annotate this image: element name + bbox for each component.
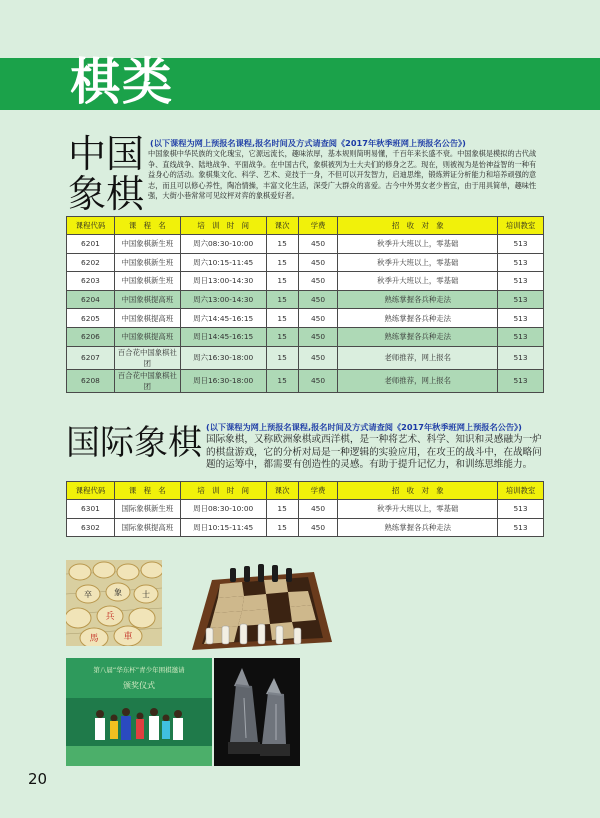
cell-target: 熟练掌握各兵种走法 [338, 290, 498, 309]
cell-fee: 450 [298, 500, 338, 519]
cell-code: 6302 [67, 518, 115, 537]
cell-time: 周六13:00-14:30 [180, 290, 266, 309]
chess-course-table [66, 481, 544, 537]
cell-code: 6206 [67, 327, 115, 346]
cell-time: 周日14:45-16:15 [180, 327, 266, 346]
table-row [67, 500, 544, 519]
chess-board-photo [182, 562, 338, 658]
cell-course: 中国象棋提高班 [114, 290, 180, 309]
header-room: 培训教室 [498, 217, 544, 235]
cell-code: 6207 [67, 346, 115, 369]
cell-sessions: 15 [266, 327, 298, 346]
cell-code: 6208 [67, 369, 115, 392]
page-title: 棋类 [70, 53, 174, 111]
cell-code: 6301 [67, 500, 115, 519]
cell-room: 513 [498, 518, 544, 537]
cell-course: 中国象棋提高班 [114, 309, 180, 328]
cell-room: 513 [498, 309, 544, 328]
cell-room: 513 [498, 346, 544, 369]
cell-target: 老师推荐，网上报名 [338, 346, 498, 369]
cell-sessions: 15 [266, 235, 298, 254]
cell-course: 中国象棋提高班 [114, 327, 180, 346]
table-row [67, 272, 544, 291]
table-row [67, 518, 544, 537]
cell-code: 6201 [67, 235, 115, 254]
table-row [67, 327, 544, 346]
cell-course: 中国象棋新生班 [114, 272, 180, 291]
cell-course: 中国象棋新生班 [114, 253, 180, 272]
table-row [67, 253, 544, 272]
cell-fee: 450 [298, 518, 338, 537]
svg-text:卒: 卒 [84, 590, 92, 599]
cell-time: 周六08:30-10:00 [180, 235, 266, 254]
page-number: 20 [28, 770, 48, 788]
cell-time: 周日10:15-11:45 [180, 518, 266, 537]
header-sessions: 课次 [266, 482, 298, 500]
cell-course: 国际象棋提高班 [114, 518, 180, 537]
table-header-row [67, 482, 544, 500]
award-ceremony-photo [66, 658, 212, 766]
cell-target: 老师推荐，网上报名 [338, 369, 498, 392]
cell-target: 熟练掌握各兵种走法 [338, 327, 498, 346]
cell-code: 6205 [67, 309, 115, 328]
cell-room: 513 [498, 500, 544, 519]
cell-course: 百合花中国象棋社团 [114, 369, 180, 392]
svg-text:士: 士 [142, 590, 150, 599]
cell-course: 中国象棋新生班 [114, 235, 180, 254]
chess-title: 国际象棋 [66, 423, 202, 463]
table-row [67, 309, 544, 328]
cell-time: 周日08:30-10:00 [180, 500, 266, 519]
header-target: 招 收 对 象 [338, 217, 498, 235]
cell-time: 周日13:00-14:30 [180, 272, 266, 291]
table-row [67, 290, 544, 309]
trophy-photo [214, 658, 300, 766]
xiangqi-title: 中国象棋 [68, 132, 145, 216]
header-course: 课 程 名 [114, 482, 180, 500]
cell-room: 513 [498, 290, 544, 309]
cell-sessions: 15 [266, 272, 298, 291]
cell-sessions: 15 [266, 369, 298, 392]
cell-code: 6202 [67, 253, 115, 272]
cell-room: 513 [498, 327, 544, 346]
cell-fee: 450 [298, 327, 338, 346]
xiangqi-pieces-photo [66, 560, 162, 646]
cell-target: 熟练掌握各兵种走法 [338, 309, 498, 328]
award-banner-text-2: 颁奖仪式 [123, 681, 155, 690]
header-code: 课程代码 [67, 482, 115, 500]
cell-sessions: 15 [266, 500, 298, 519]
header-fee: 学费 [298, 482, 338, 500]
chess-notice: (以下课程为网上预报名课程,报名时间及方式请查阅《2017年秋季班网上预报名公告》) [206, 422, 522, 432]
cell-fee: 450 [298, 369, 338, 392]
cell-fee: 450 [298, 235, 338, 254]
cell-target: 秋季升大班以上，零基础 [338, 253, 498, 272]
xiangqi-notice: (以下课程为网上预报名课程,报名时间及方式请查阅《2017年秋季班网上预报名公告》) [150, 138, 466, 148]
cell-room: 513 [498, 253, 544, 272]
cell-fee: 450 [298, 272, 338, 291]
table-header-row [67, 217, 544, 235]
header-time: 培 训 时 间 [180, 482, 266, 500]
header-course: 课 程 名 [114, 217, 180, 235]
table-row [67, 235, 544, 254]
cell-code: 6203 [67, 272, 115, 291]
cell-sessions: 15 [266, 518, 298, 537]
cell-sessions: 15 [266, 346, 298, 369]
svg-text:兵: 兵 [105, 612, 115, 622]
chess-description: 国际象棋，又称欧洲象棋或西洋棋，是一种将艺术、科学、知识和灵感融为一炉的棋盘游戏，它的分析对局是一种逻辑的实验应用，在攻王的战斗中，在战略问题的运筹中，都需要有创造性的灵感。有助于提升记忆力，和训练思维能力。 [206, 434, 542, 471]
cell-time: 周六14:45-16:15 [180, 309, 266, 328]
cell-fee: 450 [298, 290, 338, 309]
cell-target: 秋季升大班以上，零基础 [338, 272, 498, 291]
table-row [67, 369, 544, 392]
cell-fee: 450 [298, 309, 338, 328]
cell-target: 秋季升大班以上，零基础 [338, 500, 498, 519]
cell-course: 国际象棋新生班 [114, 500, 180, 519]
cell-course: 百合花中国象棋社团 [114, 346, 180, 369]
cell-target: 熟练掌握各兵种走法 [338, 518, 498, 537]
cell-sessions: 15 [266, 309, 298, 328]
cell-sessions: 15 [266, 290, 298, 309]
cell-time: 周六16:30-18:00 [180, 346, 266, 369]
award-banner-text-1: 第八届“华东杯”青少年围棋邀请 [93, 666, 185, 674]
xiangqi-description: 中国象棋中华民族的文化瑰宝，它源远流长，趣味浓厚，基本规则简明易懂，千百年来长盛不衰。中国象棋是模拟的古代战争、直线战争、陆地战争、平面战争。在中国古代，象棋被列为士大夫们的修身之艺。现在，则被视为是怡神益智的一种有益身心的活动。象棋集文化、科学、艺术、竞技于一身，不但可以开发智力，启迪思维，锻炼辨证分析能力和培养顽强的意志，而且可以修心养性，陶冶情操，丰富文化生活，深受广大群众的喜爱。古今中外男女老少皆宜，由于用具简单，趣味性强，大街小巷常常可见纹枰对弈的象棋爱好者。 [148, 149, 537, 201]
table-row [67, 346, 544, 369]
svg-text:象: 象 [114, 588, 122, 597]
cell-sessions: 15 [266, 253, 298, 272]
cell-time: 周六10:15-11:45 [180, 253, 266, 272]
cell-room: 513 [498, 235, 544, 254]
cell-room: 513 [498, 272, 544, 291]
svg-text:車: 車 [123, 632, 133, 642]
header-room: 培训教室 [498, 482, 544, 500]
header-time: 培 训 时 间 [180, 217, 266, 235]
cell-room: 513 [498, 369, 544, 392]
svg-text:馬: 馬 [89, 634, 99, 644]
cell-code: 6204 [67, 290, 115, 309]
cell-target: 秋季升大班以上，零基础 [338, 235, 498, 254]
header-code: 课程代码 [67, 217, 115, 235]
cell-fee: 450 [298, 253, 338, 272]
cell-time: 周日16:30-18:00 [180, 369, 266, 392]
header-fee: 学费 [298, 217, 338, 235]
header-target: 招 收 对 象 [338, 482, 498, 500]
xiangqi-course-table [66, 216, 544, 393]
cell-fee: 450 [298, 346, 338, 369]
header-sessions: 课次 [266, 217, 298, 235]
